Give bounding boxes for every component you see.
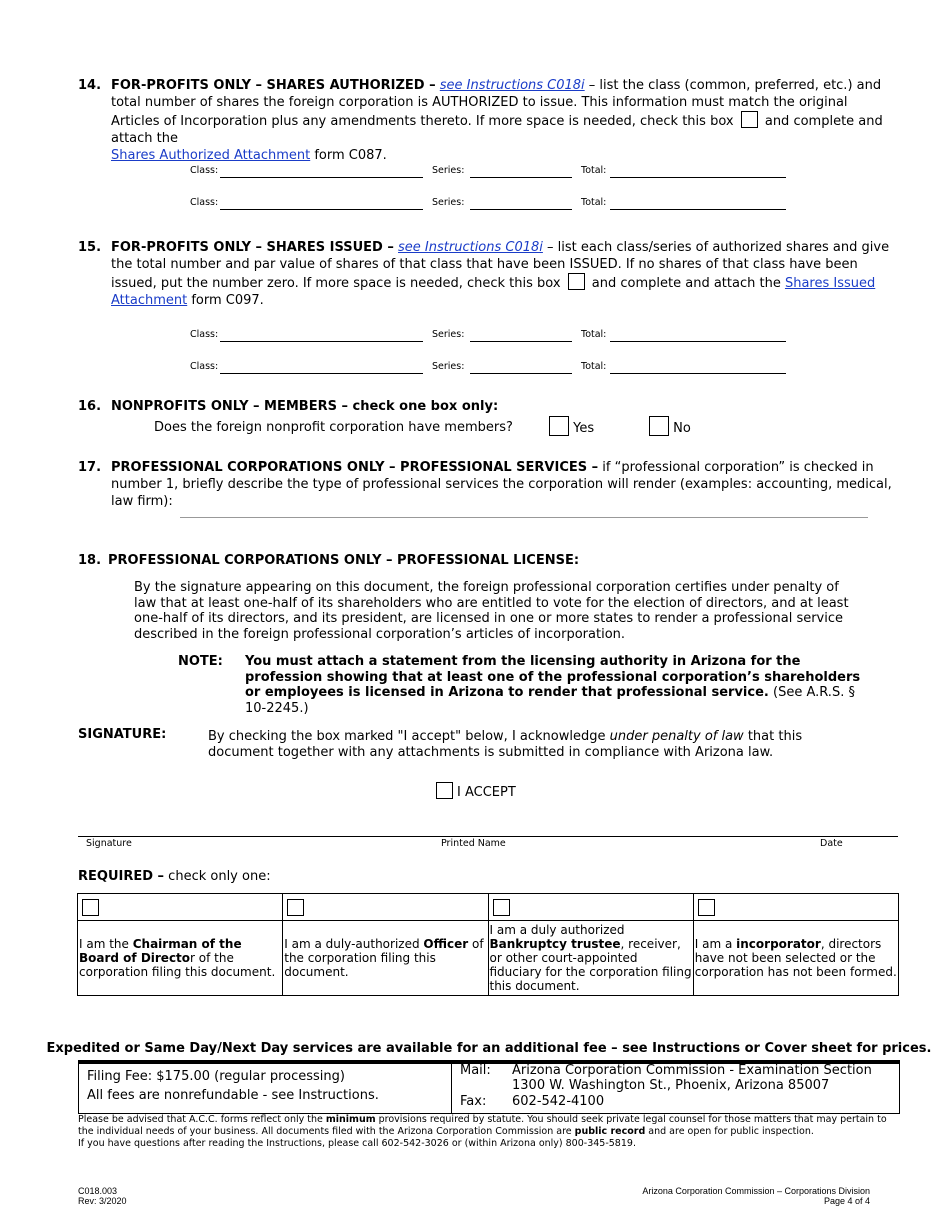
mail-fax-info (452, 1064, 899, 1113)
footer-agency-block (642, 1186, 870, 1206)
officer-option-text: I am a duly-authorized Officer of the corporation filing this document. (283, 921, 488, 996)
total-input[interactable] (610, 177, 786, 178)
accept-option[interactable] (436, 782, 516, 800)
series-label: Series: (432, 329, 465, 340)
class-input[interactable] (220, 341, 423, 342)
q14-text: – list the class (common, preferred, etc.) and total number of shares the foreign corporation is AUTHORIZED to issue. This information must match the original Articles of Incorporation plus any amendments thereto. If more space is needed, check this box (111, 78, 882, 129)
class-label: Class: (190, 329, 219, 340)
page-number: Page 4 of 4 (823, 1196, 870, 1206)
q14-more-space-checkbox[interactable] (741, 111, 758, 128)
class-input[interactable] (220, 373, 423, 374)
note-citation: (See A.R.S. § 10-2245.) (245, 685, 855, 716)
q15-number: 15. (78, 240, 102, 255)
total-label: Total: (581, 197, 607, 208)
total-input[interactable] (610, 373, 786, 374)
sig-text-b: that this document together with any attachments is submitted in compliance with Arizona law. (208, 729, 803, 760)
q14-heading: FOR-PROFITS ONLY – SHARES AUTHORIZED – (111, 78, 436, 93)
incorporator-checkbox[interactable] (698, 899, 715, 916)
yes-checkbox[interactable] (549, 416, 569, 436)
signature-statement (208, 729, 868, 760)
shares-authorized-attachment-link[interactable]: Shares Authorized Attachment (111, 148, 311, 163)
yes-label: Yes (573, 421, 595, 436)
revision: Rev: 3/2020 (78, 1196, 127, 1206)
q14-text3: form C087. (310, 148, 387, 163)
q15-instructions-link[interactable]: see Instructions C018i (398, 240, 543, 255)
class-label: Class: (190, 165, 219, 176)
series-input[interactable] (470, 341, 572, 342)
q15-text: – list each class/series of authorized shares and give the total number and par value of shares of that class that have been ISSUED. If no shares of that class have been issued, put the number zero. If more space is needed, check this box (111, 240, 890, 291)
mail-label: Mail: (460, 1063, 491, 1078)
q16-no-option[interactable] (649, 416, 691, 436)
q16-yes-option[interactable] (549, 416, 594, 436)
q15-heading: FOR-PROFITS ONLY – SHARES ISSUED – (111, 240, 394, 255)
form-number: C018.003 (78, 1186, 118, 1196)
note-bold-text: You must attach a statement from the licensing authority in Arizona for the profession showing that at least one of the professional corporation’s shareholders or employees is licensed in Arizona to render that professional service. (245, 654, 861, 700)
q15-text3: form C097. (187, 293, 264, 308)
fees-nonrefundable: All fees are nonrefundable - see Instructions. (87, 1088, 379, 1103)
shares-issued-attachment-link[interactable]: Shares Issued Attachment (111, 276, 876, 308)
section-14 (78, 77, 898, 164)
mail-line-2: 1300 W. Washington St., Phoenix, Arizona 85007 (512, 1078, 830, 1093)
section-18 (78, 552, 898, 569)
series-input[interactable] (470, 177, 572, 178)
trustee-checkbox[interactable] (493, 899, 510, 916)
sig-text-italic: under penalty of law (609, 729, 744, 744)
required-rest: check only one: (164, 869, 271, 884)
q14-instructions-link[interactable]: see Instructions C018i (439, 78, 585, 93)
q18-note (178, 654, 878, 716)
series-label: Series: (432, 197, 465, 208)
filing-fee: Filing Fee: $175.00 (regular processing) (87, 1069, 345, 1084)
accept-checkbox[interactable] (436, 782, 453, 799)
signature-line[interactable] (78, 836, 898, 837)
agency-name: Arizona Corporation Commission – Corporations Division (642, 1186, 870, 1196)
series-input[interactable] (470, 373, 572, 374)
incorporator-option-text: I am a incorporator, directors have not been selected or the corporation has not been formed. (693, 921, 898, 996)
section-15 (78, 239, 898, 309)
q17-number: 17. (78, 460, 102, 475)
note-label: NOTE: (178, 654, 223, 669)
q18-heading: PROFESSIONAL CORPORATIONS ONLY – PROFESSIONAL LICENSE: (108, 553, 580, 568)
fax-label: Fax: (460, 1094, 487, 1109)
signer-capacity-table (77, 893, 899, 996)
signature-caption: Signature (86, 838, 132, 849)
fee-info (79, 1064, 452, 1113)
series-input[interactable] (470, 209, 572, 210)
q16-heading: NONPROFITS ONLY – MEMBERS – check one box only: (111, 399, 499, 414)
chairman-option-text: I am the Chairman of the Board of Director of the corporation filing this document. (78, 921, 283, 996)
q18-number: 18. (78, 553, 102, 568)
q16-question: Does the foreign nonprofit corporation have members? (154, 420, 513, 435)
series-label: Series: (432, 165, 465, 176)
class-input[interactable] (220, 209, 423, 210)
class-label: Class: (190, 361, 219, 372)
q17-heading: PROFESSIONAL CORPORATIONS ONLY – PROFESSIONAL SERVICES – (111, 460, 599, 475)
total-input[interactable] (610, 341, 786, 342)
class-label: Class: (190, 197, 219, 208)
required-label (78, 869, 271, 884)
fee-box (78, 1060, 900, 1114)
total-label: Total: (581, 361, 607, 372)
no-checkbox[interactable] (649, 416, 669, 436)
date-caption: Date (820, 838, 843, 849)
series-label: Series: (432, 361, 465, 372)
q15-text2: and complete and attach the (587, 276, 785, 291)
signature-label: SIGNATURE: (78, 727, 167, 742)
total-label: Total: (581, 329, 607, 340)
mail-line-1: Arizona Corporation Commission - Examination Section (512, 1063, 872, 1078)
officer-checkbox[interactable] (287, 899, 304, 916)
q14-text2: and complete and attach the (111, 114, 883, 146)
trustee-option-text: I am a duly authorized Bankruptcy trustee, receiver, or other court-appointed fiduciary for the corporation filing this document. (488, 921, 693, 996)
q16-number: 16. (78, 399, 102, 414)
sig-text-a: By checking the box marked "I accept" below, I acknowledge (208, 729, 610, 744)
q17-services-input[interactable] (180, 517, 868, 518)
total-label: Total: (581, 165, 607, 176)
no-label: No (673, 421, 691, 436)
required-bold: REQUIRED – (78, 869, 165, 884)
q14-number: 14. (78, 78, 102, 93)
fax-number: 602-542-4100 (512, 1094, 605, 1109)
section-16 (78, 398, 898, 415)
section-17 (78, 459, 898, 510)
disclaimer: Please be advised that A.C.C. forms reflect only the minimum provisions required by statute. You should seek private legal counsel for those matters that may pertain to the individual needs of your business. All documents filed with the Arizona Corporation Commission are public record and are open for public inspection. If you have questions after reading the Instructions, please call 602-542-3026 or (within Arizona only) 800-345-5819. (78, 1114, 887, 1149)
class-input[interactable] (220, 177, 423, 178)
form-number-block (78, 1186, 127, 1206)
printed-name-caption: Printed Name (441, 838, 506, 849)
expedited-notice: Expedited or Same Day/Next Day services are available for an additional fee – see Instructions or Cover sheet for prices. (46, 1041, 932, 1056)
chairman-checkbox[interactable] (82, 899, 99, 916)
accept-label: I ACCEPT (457, 785, 516, 800)
total-input[interactable] (610, 209, 786, 210)
q15-more-space-checkbox[interactable] (568, 273, 585, 290)
q18-paragraph: By the signature appearing on this document, the foreign professional corporation certifies under penalty of law that at least one-half of its shareholders who are entitled to vote for the election of directors, and at least one-half of its directors, and its president, are licensed in one or more states to render a professional service described in the foreign professional corporation’s articles of incorporation. (134, 580, 849, 642)
q17-text: if “professional corporation” is checked in number 1, briefly describe the type of professional services the corporation will render (examples: accounting, medical, law firm): (111, 460, 892, 509)
